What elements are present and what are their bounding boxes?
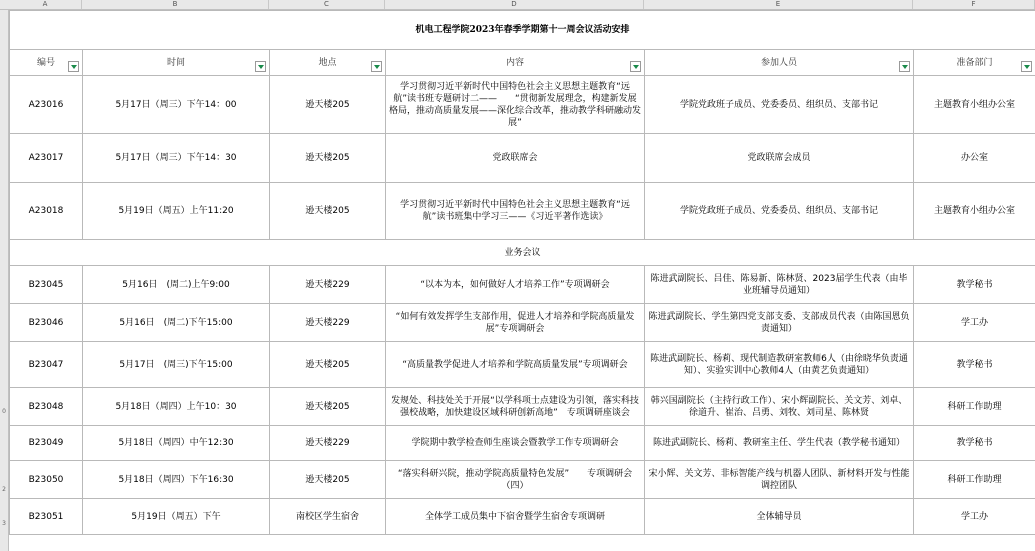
schedule-sheet bbox=[9, 10, 1035, 535]
column-header-f[interactable]: F bbox=[913, 0, 1035, 9]
column-header-bar bbox=[0, 0, 1035, 10]
cell-dept[interactable]: 教学秘书 bbox=[914, 426, 1035, 461]
cell-people[interactable]: 学院党政班子成员、党委委员、组织员、支部书记 bbox=[645, 183, 914, 240]
table-row bbox=[10, 76, 1035, 134]
table-row bbox=[10, 342, 1035, 388]
header-cell-time[interactable] bbox=[83, 50, 270, 76]
cell-people[interactable]: 陈进武副院长、吕佳、陈易新、陈林贤、2023届学生代表（由毕业班辅导员通知） bbox=[645, 266, 914, 304]
table-row bbox=[10, 134, 1035, 183]
cell-content[interactable]: 党政联席会 bbox=[386, 134, 645, 183]
cell-time[interactable]: 5月19日（周五）上午11:20 bbox=[83, 183, 270, 240]
cell-dept[interactable]: 教学秘书 bbox=[914, 266, 1035, 304]
column-header-a[interactable]: A bbox=[9, 0, 82, 9]
table-row bbox=[10, 461, 1035, 499]
cell-time[interactable]: 5月16日 (周二)上午9:00 bbox=[83, 266, 270, 304]
row-number-gutter bbox=[0, 10, 9, 551]
cell-time[interactable]: 5月17日（周三）下午14：00 bbox=[83, 76, 270, 134]
header-label: 准备部门 bbox=[956, 57, 993, 68]
cell-dept[interactable]: 主题教育小组办公室 bbox=[914, 183, 1035, 240]
table-row bbox=[10, 388, 1035, 426]
cell-time[interactable]: 5月18日（周四）下午16:30 bbox=[83, 461, 270, 499]
cell-content[interactable]: “高质量教学促进人才培养和学院高质量发展”专项调研会 bbox=[386, 342, 645, 388]
cell-place[interactable]: 逊天楼205 bbox=[270, 461, 386, 499]
cell-people[interactable]: 韩兴国副院长（主持行政工作）、宋小辉副院长、关文芳、刘卓、徐道升、崔治、吕勇、刘牧、刘司星、陈林贤 bbox=[645, 388, 914, 426]
cell-people[interactable]: 陈进武副院长、杨莉、教研室主任、学生代表（教学秘书通知） bbox=[645, 426, 914, 461]
cell-place[interactable]: 逊天楼229 bbox=[270, 304, 386, 342]
header-label: 时间 bbox=[166, 57, 185, 68]
cell-content[interactable]: “落实科研兴院，推动学院高质量特色发展” 专项调研会（四） bbox=[386, 461, 645, 499]
cell-people[interactable]: 陈进武副院长、杨莉、现代制造教研室教师6人（由徐晓华负责通知）、实验实训中心教师4人（由黄艺负责通知） bbox=[645, 342, 914, 388]
column-header-d[interactable]: D bbox=[385, 0, 644, 9]
cell-id[interactable]: B23051 bbox=[10, 499, 83, 535]
cell-content[interactable]: “如何有效发挥学生支部作用，促进人才培养和学院高质量发展”专项调研会 bbox=[386, 304, 645, 342]
cell-content[interactable]: 学院期中教学检查师生座谈会暨教学工作专项调研会 bbox=[386, 426, 645, 461]
table-row bbox=[10, 183, 1035, 240]
header-label: 编号 bbox=[36, 57, 55, 68]
section-row bbox=[10, 240, 1035, 266]
column-header-b[interactable]: B bbox=[82, 0, 269, 9]
cell-place[interactable]: 逊天楼205 bbox=[270, 183, 386, 240]
cell-people[interactable]: 学院党政班子成员、党委委员、组织员、支部书记 bbox=[645, 76, 914, 134]
cell-id[interactable]: B23046 bbox=[10, 304, 83, 342]
cell-dept[interactable]: 科研工作助理 bbox=[914, 388, 1035, 426]
cell-place[interactable]: 逊天楼205 bbox=[270, 76, 386, 134]
cell-time[interactable]: 5月19日（周五）下午 bbox=[83, 499, 270, 535]
cell-dept[interactable]: 办公室 bbox=[914, 134, 1035, 183]
filter-dropdown-icon[interactable] bbox=[371, 61, 382, 72]
row-number[interactable]: 2 bbox=[2, 486, 6, 493]
cell-people[interactable]: 全体辅导员 bbox=[645, 499, 914, 535]
cell-id[interactable]: A23017 bbox=[10, 134, 83, 183]
cell-id[interactable]: B23047 bbox=[10, 342, 83, 388]
cell-place[interactable]: 逊天楼229 bbox=[270, 426, 386, 461]
column-header-c[interactable]: C bbox=[269, 0, 385, 9]
cell-id[interactable]: A23018 bbox=[10, 183, 83, 240]
cell-id[interactable]: B23045 bbox=[10, 266, 83, 304]
cell-people[interactable]: 宋小辉、关文芳、非标智能产线与机器人团队、新材料开发与性能调控团队 bbox=[645, 461, 914, 499]
header-label: 参加人员 bbox=[760, 57, 797, 68]
cell-time[interactable]: 5月16日 (周二)下午15:00 bbox=[83, 304, 270, 342]
cell-place[interactable]: 逊天楼205 bbox=[270, 134, 386, 183]
cell-dept[interactable]: 学工办 bbox=[914, 304, 1035, 342]
cell-time[interactable]: 5月17日 (周三)下午15:00 bbox=[83, 342, 270, 388]
cell-id[interactable]: A23016 bbox=[10, 76, 83, 134]
header-cell-place[interactable] bbox=[270, 50, 386, 76]
cell-content[interactable]: 学习贯彻习近平新时代中国特色社会主义思想主题教育“远航”读书班集中学习三——《习近平著作选读》 bbox=[386, 183, 645, 240]
filter-dropdown-icon[interactable] bbox=[899, 61, 910, 72]
column-header-e[interactable]: E bbox=[644, 0, 913, 9]
filter-dropdown-icon[interactable] bbox=[255, 61, 266, 72]
cell-content[interactable]: 全体学工成员集中下宿舍暨学生宿舍专项调研 bbox=[386, 499, 645, 535]
header-cell-id[interactable] bbox=[10, 50, 83, 76]
cell-content[interactable]: 发规处、科技处关于开展“以学科项士点建设为引领，落实科技强校战略，加快建设区域科研创新高地” 专项调研座谈会 bbox=[386, 388, 645, 426]
cell-place[interactable]: 逊天楼229 bbox=[270, 266, 386, 304]
filter-dropdown-icon[interactable] bbox=[68, 61, 79, 72]
header-label: 内容 bbox=[505, 57, 524, 68]
cell-time[interactable]: 5月18日（周四）中午12:30 bbox=[83, 426, 270, 461]
table-row bbox=[10, 499, 1035, 535]
header-cell-content[interactable] bbox=[386, 50, 645, 76]
header-cell-people[interactable] bbox=[645, 50, 914, 76]
table-row bbox=[10, 304, 1035, 342]
table-row bbox=[10, 426, 1035, 461]
cell-place[interactable]: 逊天楼205 bbox=[270, 342, 386, 388]
cell-id[interactable]: B23048 bbox=[10, 388, 83, 426]
sheet-title[interactable]: 机电工程学院2023年春季学期第十一周会议活动安排 bbox=[10, 11, 1035, 50]
cell-time[interactable]: 5月18日（周四）上午10：30 bbox=[83, 388, 270, 426]
row-number[interactable]: 3 bbox=[2, 520, 6, 527]
filter-dropdown-icon[interactable] bbox=[630, 61, 641, 72]
cell-place[interactable]: 南校区学生宿舍 bbox=[270, 499, 386, 535]
cell-dept[interactable]: 科研工作助理 bbox=[914, 461, 1035, 499]
cell-content[interactable]: 学习贯彻习近平新时代中国特色社会主义思想主题教育“远航”读书班专题研讨二—— “贯彻新发展理念，构建新发展格局，推动高质量发展——深化综合改革，推动教学科研融动发展” bbox=[386, 76, 645, 134]
cell-content[interactable]: “以本为本，如何做好人才培养工作”专项调研会 bbox=[386, 266, 645, 304]
header-label: 地点 bbox=[318, 57, 337, 68]
cell-dept[interactable]: 学工办 bbox=[914, 499, 1035, 535]
cell-time[interactable]: 5月17日（周三）下午14：30 bbox=[83, 134, 270, 183]
cell-place[interactable]: 逊天楼205 bbox=[270, 388, 386, 426]
row-number[interactable]: 0 bbox=[2, 408, 6, 415]
cell-dept[interactable]: 主题教育小组办公室 bbox=[914, 76, 1035, 134]
table-row bbox=[10, 266, 1035, 304]
cell-id[interactable]: B23050 bbox=[10, 461, 83, 499]
cell-people[interactable]: 党政联席会成员 bbox=[645, 134, 914, 183]
cell-id[interactable]: B23049 bbox=[10, 426, 83, 461]
cell-people[interactable]: 陈进武副院长、学生第四党支部支委、支部成员代表（由陈国恩负责通知） bbox=[645, 304, 914, 342]
header-cell-dept[interactable] bbox=[914, 50, 1035, 76]
cell-dept[interactable]: 教学秘书 bbox=[914, 342, 1035, 388]
section-title[interactable]: 业务会议 bbox=[10, 240, 1035, 266]
filter-dropdown-icon[interactable] bbox=[1021, 61, 1032, 72]
